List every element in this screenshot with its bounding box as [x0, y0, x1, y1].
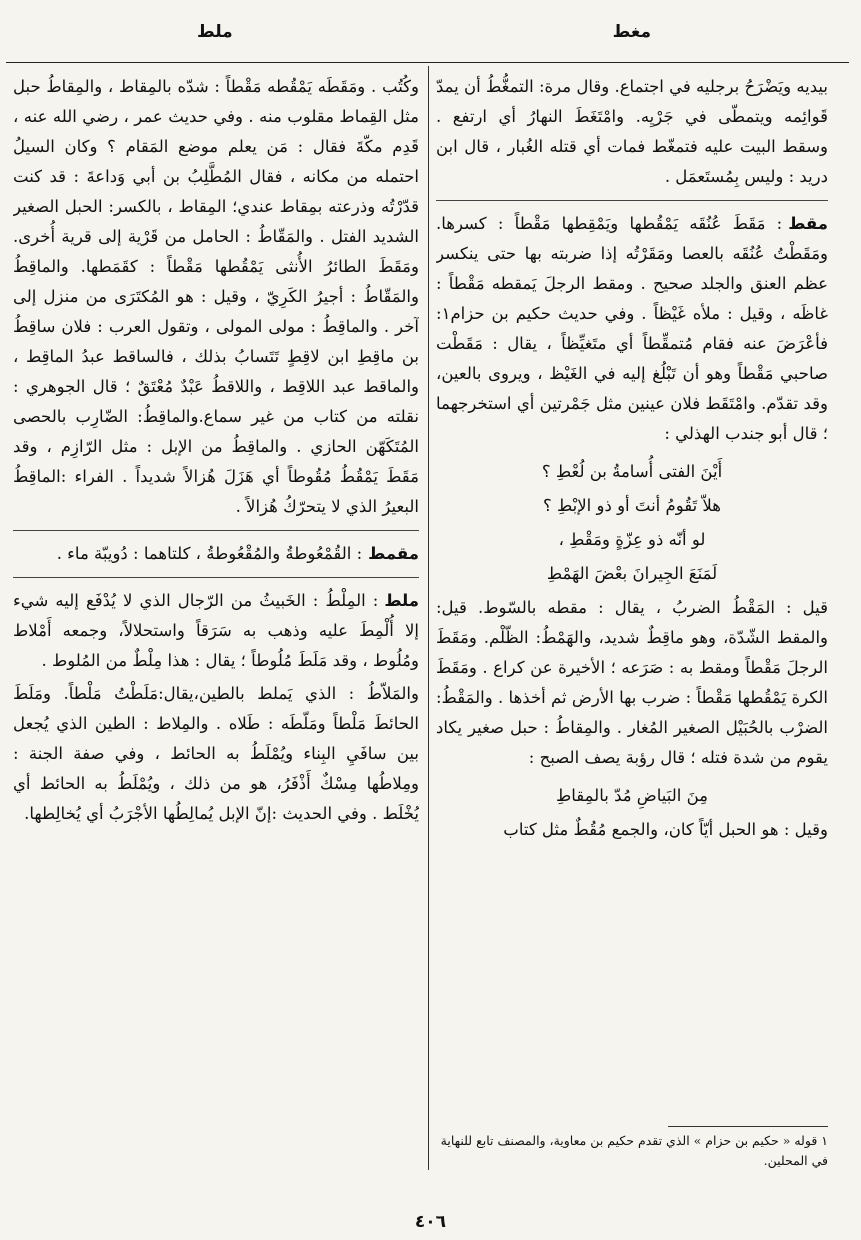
entry-continuation: وكُتُب . ومَقَطَه يَمْقُطه مَقْطاً : شدّه بالمِقاط ، والمِقاطُ حبل مثل القِماط مقلوب منه . وفي حديث عمر ، رضي الله عنه ، قَدِم مكّةَ فقال : مَن يعلم موضع المَقام ؟ وكان السيلُ احتمله من مكانه ، فقال المُطَّلِبُ بن أبي وَداعةَ : قد كنت قدّرْتُه وذرعته بمِقاط عندي؛ المِقاط ، بالكسر: الحبل الصغير الشديد الفتل . والمَقّاطُ : الحامل من قَرْية إلى قرية أُخرى. ومَقَطَ الطائرُ الأُنثى يَمْقُطها مَقْطاً : كقَمَطها. والماقِطُ والمَقّاطُ : أجيرُ الكَرِيّ ، وقيل : هو المُكتَرَى من منزل إلى آخر . والماقِطُ : مولى المولى ، وتقول العرب : فلان ساقِطُ بن ماقِطِ ابن لاقِطٍ تَتَسابُ بذلك ، فالساقط عبدُ الماقِط ، والماقط عبد اللاقِط ، واللاقطُ عَبْدٌ مُعْتَقٌ ؛ قال الجوهري : نقلته من كتاب من غير سماع.والماقِطُ: الضّارِب بالحصى المُتَكَهّن الحازي . والماقِطُ من الإبل : مثل الرّازِم ، وقد مَقَطَ يَمْقُطُ مُقُوطاً أي هَزَلَ هُزالاً شديداً . الفراء :الماقِطُ البعيرُ الذي لا يتحرّكُ هُزالاً . — [13, 77, 419, 516]
entry-text: : مَقَطَ عُنُقَه يَمْقُطها ويَمْقِطها مَقْطاً : كسرها. ومَقَطْتُ عُنُقَه بالعصا ومَقَرْتُه إذا ضربته بها حتى ينكسر عظم العنق والجلد صحيح . ومقط الرجلَ يَمقطه مَقْطاً : غاظَه ، وقيل : ملأه غَيْظاً . وفي حديث حكيم بن حزام١: فأعْرَضَ عنه فقام مُتمقِّطاً أي متَغيِّظاً ، يقال : مَقَطْت صاحبي مَقْطاً وهو أن تَبْلُغ إليه في الغَيْظ ، ويروى بالعين، وقد تقدّم. وامْتَقَط فلان عينين مثل جَمْرتين أي استخرجهما ؛ قال أبو جندب الهذلي : — [436, 214, 828, 443]
column-divider — [428, 66, 429, 1170]
entry-paragraph: وقيل : هو الحبل أيّاً كان، والجمع مُقُطٌ مثل كتاب — [503, 820, 828, 839]
verse-line: لو أنّه ذو عِزّةٍ ومَقْطِ ، — [558, 530, 706, 549]
entry-maqt — [436, 209, 828, 449]
verse-line: مِنَ البَياضِ مُدّ بالمِقاطِ — [556, 786, 708, 805]
footnote-rule — [668, 1126, 828, 1127]
entry-mqmt — [13, 539, 419, 569]
entry-paragraph: قيل : المَقْطُ الضربُ ، يقال : مقطه بالسّوط. قيل: والمقط الشّدّة، وهو ماقِطٌ شديد، والهَمْطُ: الظّلْم. ومَقَطَ الرجلَ مَقْطاً ومقط به : صَرَعه ؛ الأخيرة عن كراع . ومَقَطَ الكرة يَمْقُطها مَقْطاً : ضرب بها الأرض ثم أخذها . والمَقْطُ: الضرْب بالحُبَيْل الصغير المُغار . والمِقاطُ : حبل صغير يكاد يقوم من شدة فتله ؛ قال رؤبة يصف الصبح : — [436, 598, 828, 767]
entry-separator — [13, 577, 419, 578]
verse-block — [436, 455, 828, 591]
header-left-guideword: ملط — [197, 22, 233, 42]
verse-block — [436, 779, 828, 813]
footnote — [436, 1126, 828, 1171]
page-header — [0, 22, 861, 52]
footnote-text: ١ قوله « حكيم بن حزام » الذي تقدم حكيم بن معاوية، والمصنف تابع للنهاية في المحلين. — [440, 1133, 828, 1168]
headword: مقط — [788, 214, 828, 233]
page-number: ٤٠٦ — [414, 1212, 447, 1232]
verse-line: أَيْنَ الفتى أُسامةُ بن لُعْطِ ؟ — [541, 462, 723, 481]
entry-text: : القُمْعُوطةُ والمُقْعُوطةُ ، كلتاهما : دُويبّة ماء . — [56, 544, 363, 563]
entry-text: : المِلْطُ : الخَبيثُ من الرّجال الذي لا يُدْفَع إليه شيء إلا أُلْمِطَ عليه وذهب به سَرَقاً واستحلالاً، وجمعه أَمْلاط ومُلُوط ، وقد مَلَطَ مُلُوطاً ؛ يقال : هذا مِلْطٌ من المُلوط . — [13, 591, 419, 670]
headword: مقمط — [368, 544, 419, 563]
header-right-guideword: مغط — [612, 22, 651, 42]
entry-separator — [13, 530, 419, 531]
headword: ملط — [384, 591, 419, 610]
entry-paragraph: والمَلاّطُ : الذي يَملط بالطين،يقال:مَلَطْتُ مَلْطاً. ومَلَطَ الحائطَ مَلْطاً ومَلّطَه : طَلاه . والمِلاط : الطين الذي يُجعل بين سافَيِ البِناء ويُمْلَطُ به الحائط ، وفي صفة الجنة : ومِلاطُها مِسْكٌ أَذْفَرُ، هو من ذلك ، ويُمْلَطُ به الحائط أي يُخْلَط . وفي الحديث :إنّ الإبل يُمالِطُها الأجْرَبُ أي يُخالِطها. — [13, 684, 419, 823]
verse-line: لَمَنَعَ الجِيرانَ بعْضَ الهَمْطِ — [546, 564, 718, 583]
entry-malt — [13, 586, 419, 676]
header-rule — [6, 62, 849, 63]
verse-line: هلاّ تَقُومُ أنتَ أو ذو الإبْطِ ؟ — [543, 496, 721, 515]
right-column — [436, 72, 828, 1172]
entry-separator — [436, 200, 828, 201]
left-column — [13, 72, 419, 1172]
entry-continuation: بيديه ويَضْرَحُ برجليه في اجتماع. وقال مرة: التمغُّطُ أن يمدّ قَوائِمه ويتمطّى في جَرْيِه. وامْتَغَطَ النهارُ أي ارتفع . وسقط البيت عليه فتمغّط فمات أي قتله الغُبار ، قال ابن دريد : وليس بِمُستَعمَل . — [436, 77, 828, 186]
